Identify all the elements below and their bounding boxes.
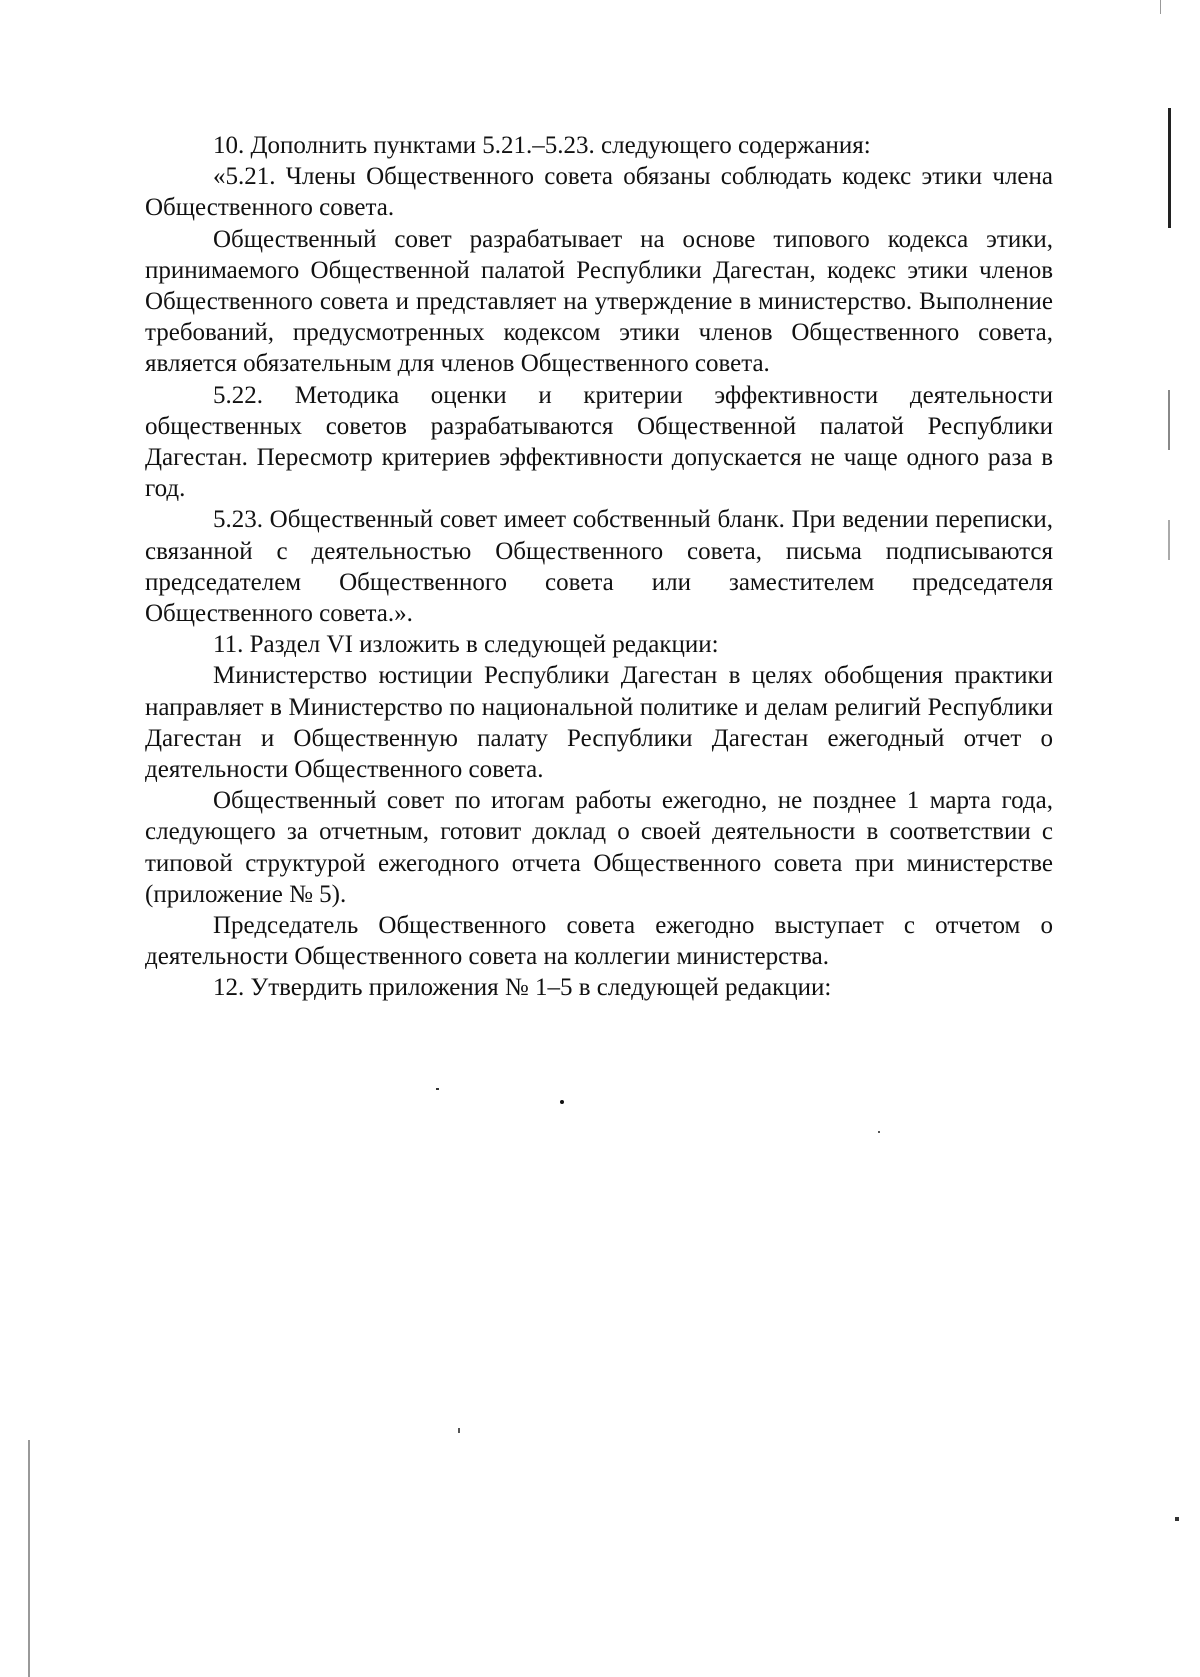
scan-edge-mark-left-bottom xyxy=(28,1440,30,1677)
scan-dot-5 xyxy=(458,1428,460,1433)
scan-dot-1 xyxy=(560,1100,564,1104)
scan-edge-mark-right-2 xyxy=(1168,390,1170,450)
paragraph-annual-report: Общественный совет по итогам работы ежегодно, не позднее 1 марта года, следующего за отчетным, готовит доклад о своей деятельности в соответствии с типовой структурой ежегодного отчета Общественного совета при министерстве (приложение № 5). xyxy=(145,787,1053,908)
scan-edge-mark-right-3 xyxy=(1168,520,1170,560)
paragraph-item-10: 10. Дополнить пунктами 5.21.–5.23. следующего содержания: xyxy=(213,132,871,159)
paragraph-5-22: 5.22. Методика оценки и критерии эффективности деятельности общественных советов разрабатываются Общественной палатой Республики Дагестан. Пересмотр критериев эффективности допускается не чаще одного раза в год. xyxy=(145,381,1053,503)
paragraph-5-23: 5.23. Общественный совет имеет собственный бланк. При ведении переписки, связанной с деятельностью Общественного совета, письма подписываются председателем Общественного совета или заместителем председателя Общественного совета.». xyxy=(145,506,1053,628)
paragraph-ethics-code: Общественный совет разрабатывает на основе типового кодекса этики, принимаемого Общественной палатой Республики Дагестан, кодекс этики членов Общественного совета и представляет на утверждение в министерство. Выполнение требований, предусмотренных кодексом этики членов Общественного совета, является обязательным для членов Общественного совета. xyxy=(145,225,1053,378)
paragraph-chair-report: Председатель Общественного совета ежегодно выступает с отчетом о деятельности Общественного совета на коллегии министерства. xyxy=(145,912,1053,971)
scan-edge-mark-right-1 xyxy=(1168,108,1171,228)
paragraph-item-12: 12. Утвердить приложения № 1–5 в следующей редакции: xyxy=(213,974,832,1002)
paragraph-ministry-report: Министерство юстиции Республики Дагестан в целях обобщения практики направляет в Министерство по национальной политике и делам религий Республики Дагестан и Общественную палату Республики Дагестан ежегодный отчет о деятельности Общественного совета. xyxy=(145,662,1053,784)
document-body xyxy=(145,130,1053,1004)
scan-dot-2 xyxy=(436,1088,439,1090)
scan-dot-3 xyxy=(878,1131,880,1133)
paragraph-5-21: «5.21. Члены Общественного совета обязаны соблюдать кодекс этики члена Общественного совета. xyxy=(145,163,1053,222)
scan-edge-mark-top-right xyxy=(1160,0,1161,14)
paragraph-item-11: 11. Раздел VI изложить в следующей редакции: xyxy=(213,631,719,659)
scan-dot-4 xyxy=(1175,1517,1179,1521)
